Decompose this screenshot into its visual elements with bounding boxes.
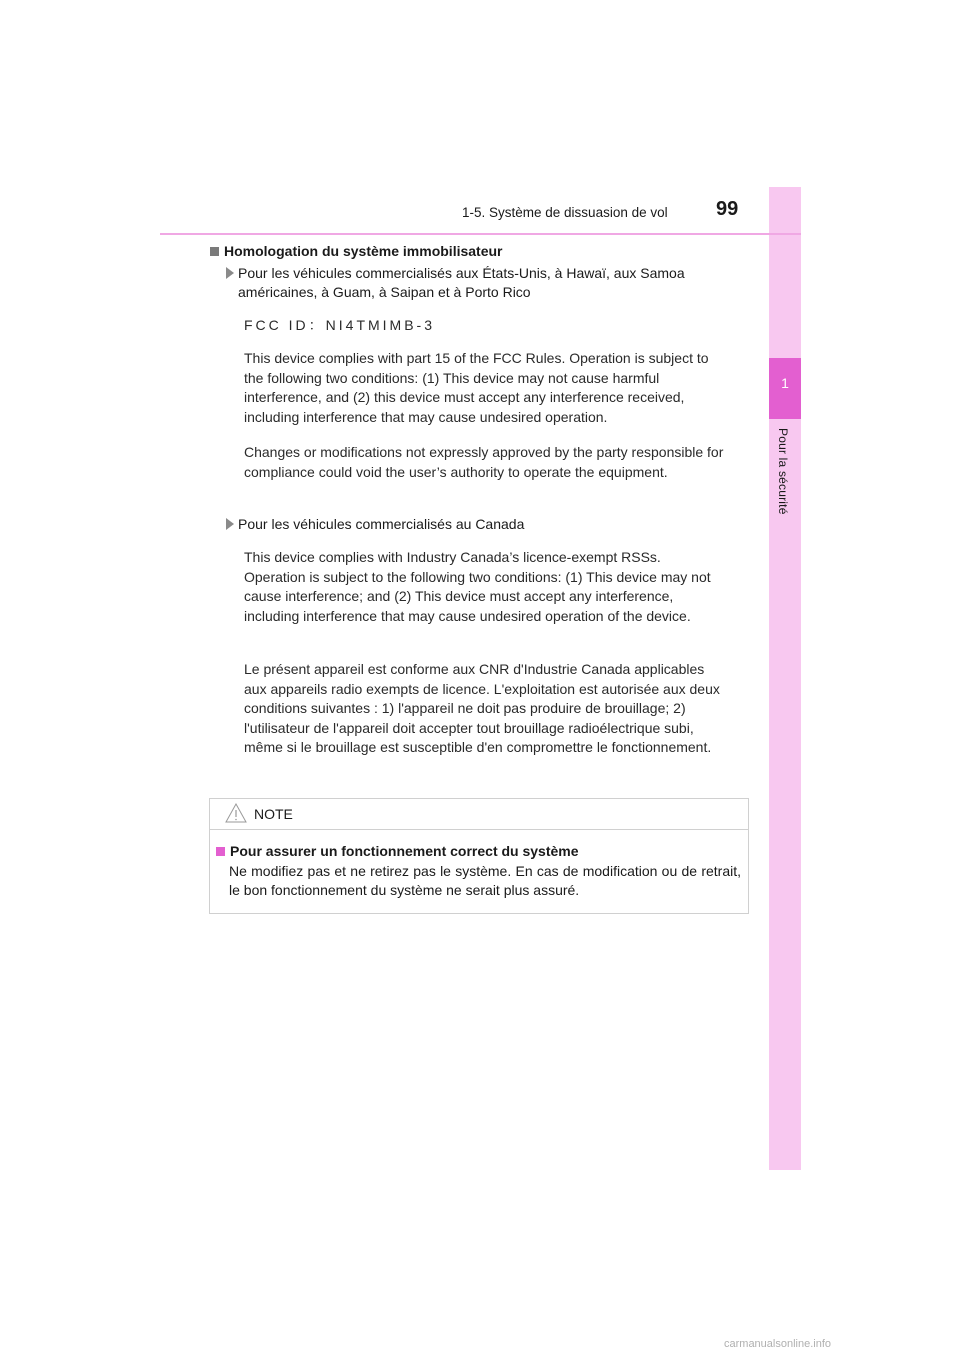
page-number: 99: [716, 198, 739, 220]
list-item-text: Pour les véhicules commercialisés au Canada: [238, 516, 525, 532]
note-heading-text: Pour assurer un fonctionnement correct du système: [230, 843, 579, 859]
note-body: Ne modifiez pas et ne retirez pas le système. En cas de modification ou de retrait, le bon fonctionnement du système ne serait plus assuré.: [229, 863, 741, 898]
fcc-id: FCC ID：NI4TMIMB-3: [244, 317, 435, 333]
list-item-text: Pour les véhicules commercialisés aux États-Unis, à Hawaï, aux Samoa: [238, 265, 685, 281]
note-box: [209, 798, 749, 914]
canada-statement-en: This device complies with Industry Canada’s licence-exempt RSSs. Operation is subject to the following two conditions: (1) This device may not cause interference; and (2) This device must accept any interference, including interference that may cause undesired operation of the device.: [244, 549, 711, 624]
note-title: NOTE: [254, 806, 293, 822]
chapter-label: Pour la sécurité: [776, 428, 790, 515]
fcc-statement: This device complies with part 15 of the FCC Rules. Operation is subject to the following two conditions: (1) This device may not cause harmful interference, and (2) this device must accept any interference received, including interference that may cause undesired operation.: [244, 350, 709, 425]
list-item: [226, 264, 746, 302]
canada-statement-fr: Le présent appareil est conforme aux CNR d'Industrie Canada applicables aux appareils radio exempts de licence. L'exploitation est autorisée aux deux conditions suivantes : 1) l'appareil ne doit pas produire de brouillage; 2) l'utilisateur de l'appareil doit accepter tout brouillage radioélectrique subi, même si le brouillage est susceptible d'en compromettre le fonctionnement.: [244, 661, 720, 755]
arrow-right-icon: [226, 518, 234, 530]
square-bullet-icon: [210, 247, 219, 256]
side-tab: [769, 187, 801, 1170]
fcc-changes-statement: Changes or modifications not expressly approved by the party responsible for compliance could void the user’s authority to operate the equipment.: [244, 444, 724, 480]
arrow-right-icon: [226, 267, 234, 279]
warning-triangle-icon: [225, 803, 247, 823]
note-heading: [216, 843, 579, 859]
list-item: [226, 515, 524, 534]
note-header: [210, 799, 748, 830]
list-item-text-cont: américaines, à Guam, à Saipan et à Porto Rico: [238, 284, 531, 300]
section-heading: [210, 243, 503, 259]
watermark: carmanualsonline.info: [724, 1338, 832, 1350]
section-title: 1-5. Système de dissuasion de vol: [462, 205, 668, 220]
chapter-number: 1: [781, 375, 789, 391]
square-bullet-icon: [216, 847, 225, 856]
section-heading-text: Homologation du système immobilisateur: [224, 243, 503, 259]
header-rule: [160, 233, 801, 235]
